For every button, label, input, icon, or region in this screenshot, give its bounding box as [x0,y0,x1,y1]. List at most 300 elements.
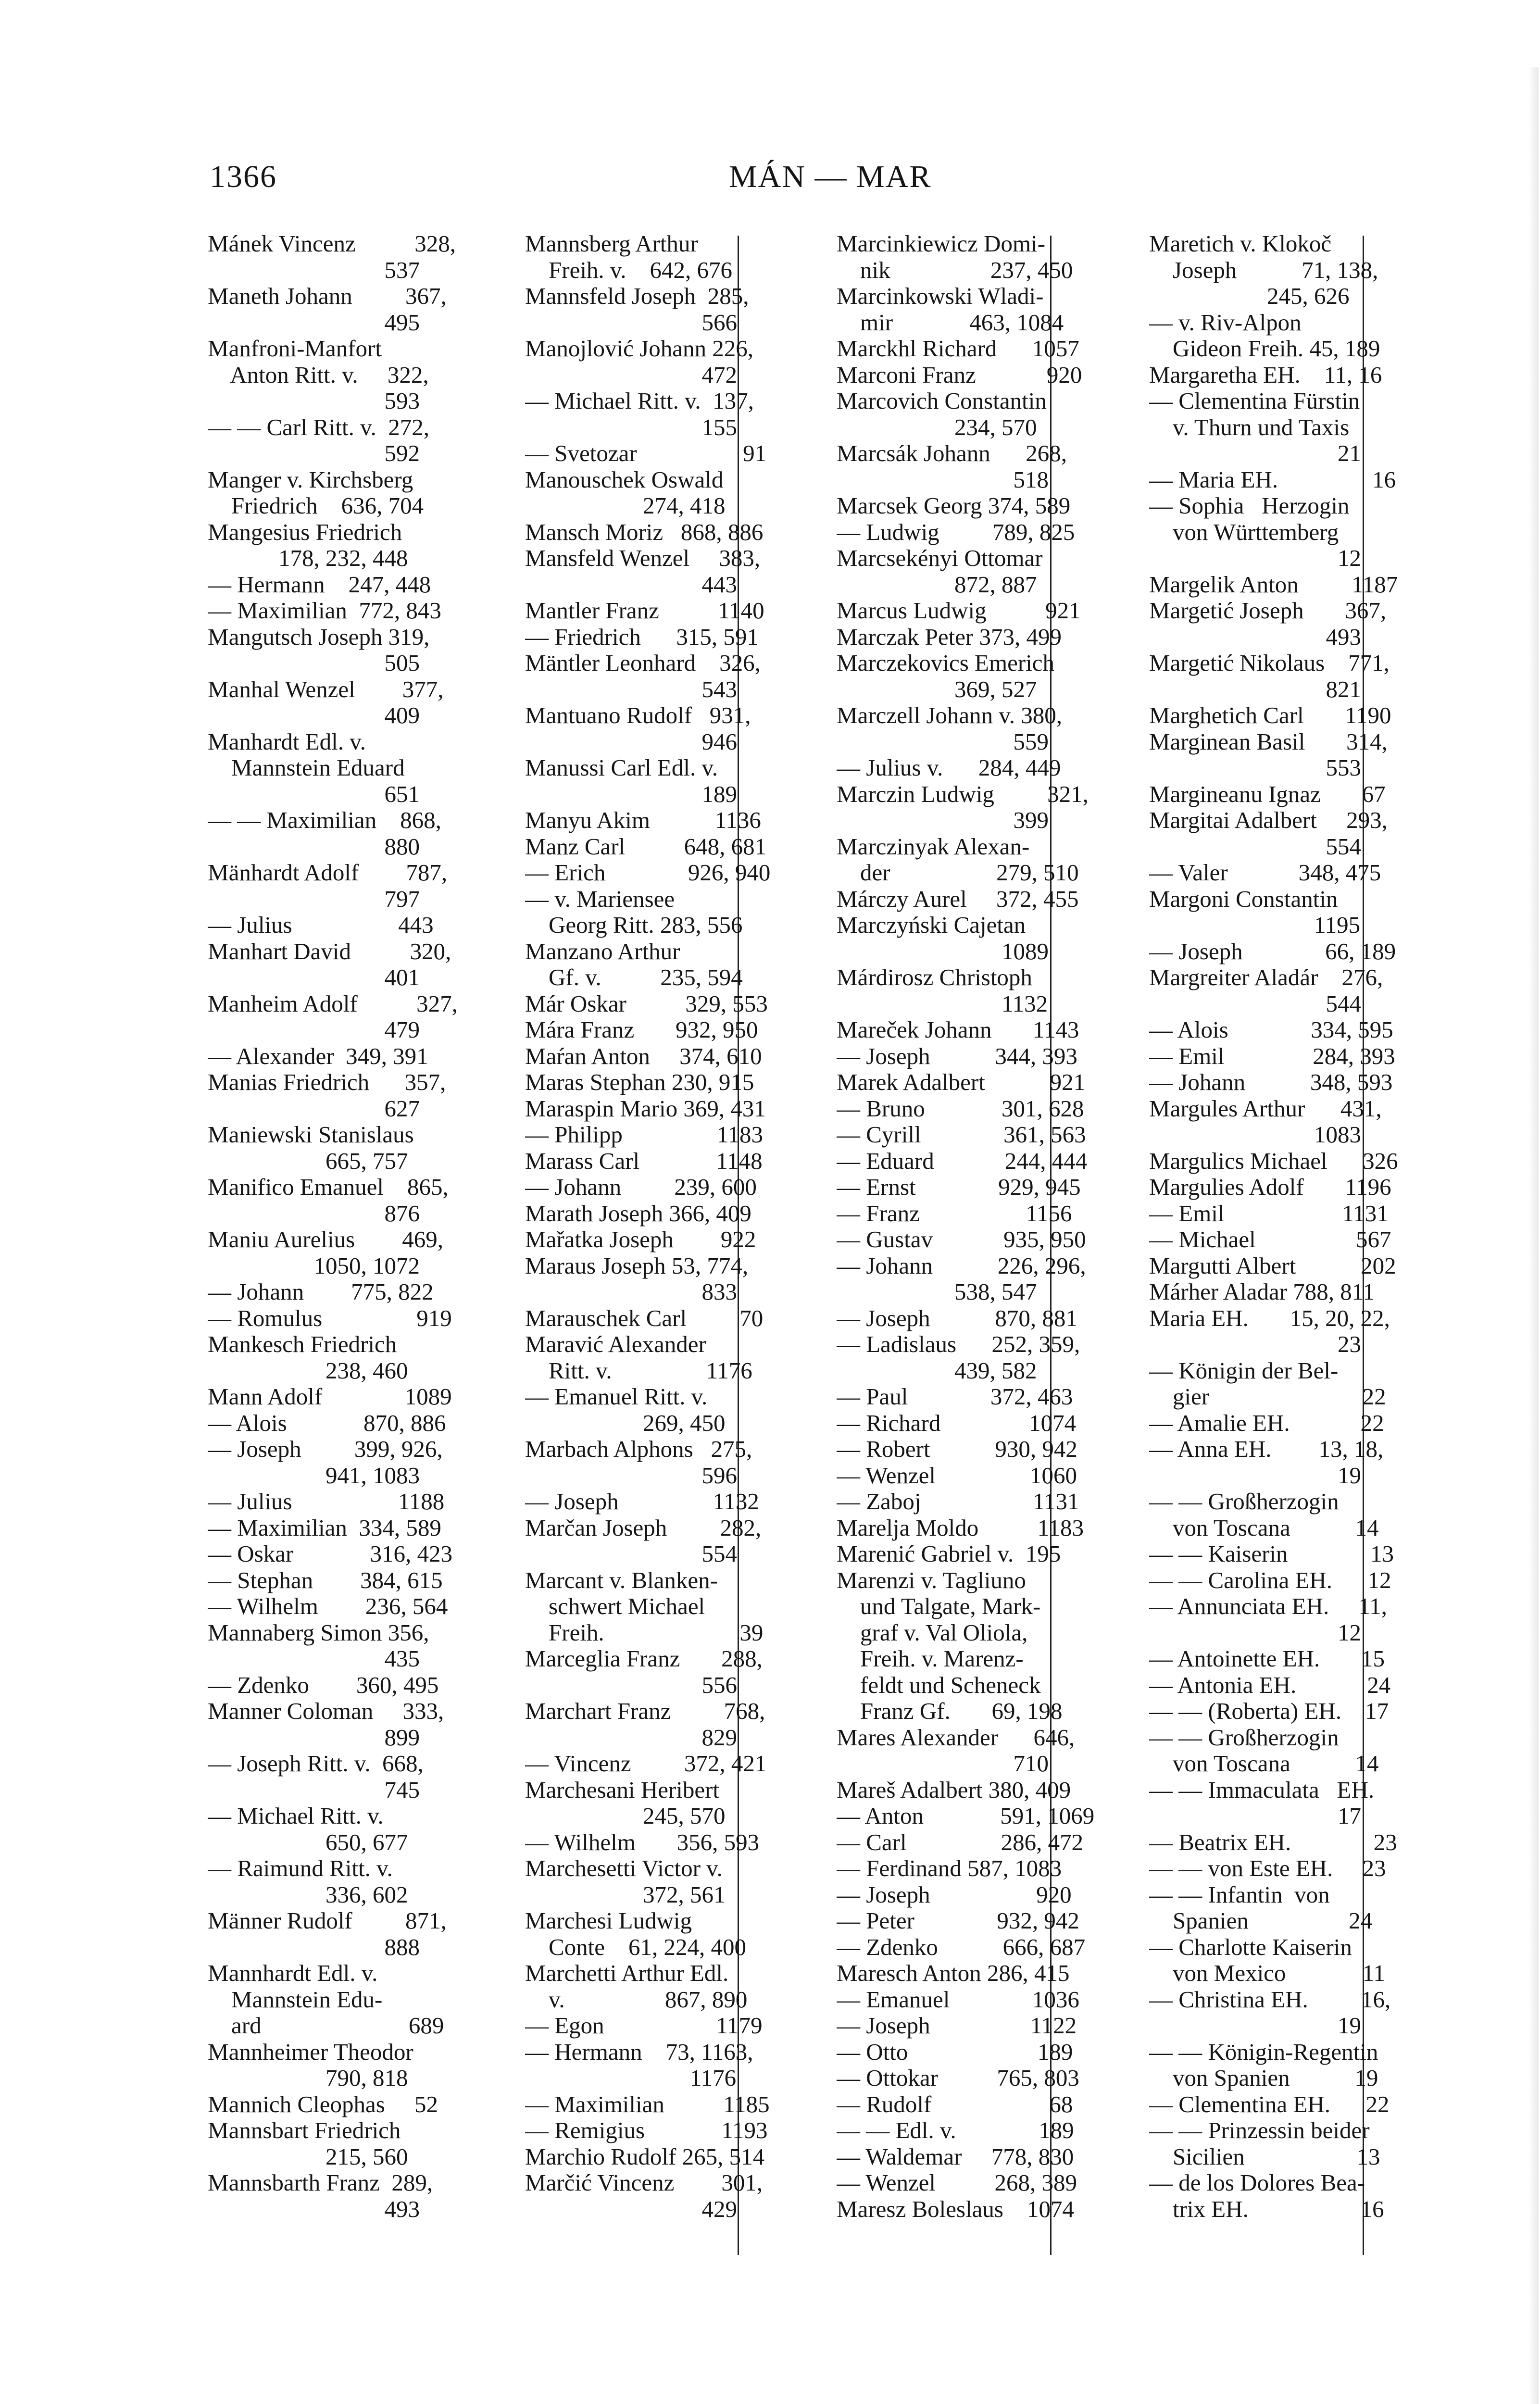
index-entry-line: — Clementina Fürstin [1149,388,1360,414]
index-entry-line: Mann Adolf 1089 [208,1384,452,1410]
index-entry-line: Marchetti Arthur Edl. [525,1960,729,1986]
index-entry-line: — — Maximilian 868, [208,807,441,833]
index-entry-line: — Cyrill 361, 563 [837,1122,1086,1148]
index-entry-line: 1050, 1072 [208,1252,420,1279]
index-entry-line: — Annunciata EH. 11, [1149,1593,1387,1619]
index-entry-line: — Maximilian 334, 589 [208,1515,441,1541]
index-entry-line: Márher Aladar 788, 811 [1149,1279,1375,1305]
index-entry-line: — Zdenko 360, 495 [208,1672,439,1698]
index-entry-line: — Joseph 1132 [525,1489,759,1515]
page-edge-shadow [1529,67,1539,2404]
index-entry-line: Mansfeld Wenzel 383, [525,545,761,571]
index-entry-line: 215, 560 [208,2143,408,2170]
index-entry-line: 797 [208,886,420,912]
index-entry-line: 238, 460 [208,1357,408,1384]
index-entry-line: Marczak Peter 373, 499 [837,624,1062,650]
index-entry-line: 518 [837,466,1049,493]
index-column-4 [1149,231,1443,2265]
index-entry-line: — Anton 591, 1069 [837,1803,1095,1829]
index-entry-line: — Joseph 1122 [837,2013,1077,2039]
index-entry-line: 821 [1149,676,1361,702]
index-entry-line: 876 [208,1200,420,1227]
index-entry-line: — Antoinette EH. 15 [1149,1646,1385,1672]
index-entry-line: Manifico Emanuel 865, [208,1174,449,1200]
index-entry-line: — — Infantin von [1149,1881,1330,1908]
index-entry-line: 872, 887 [837,571,1037,598]
index-entry-line: Manouschek Oswald [525,466,724,493]
index-entry-line: Marcovich Constantin [837,388,1047,414]
index-entry-line: — Waldemar 778, 830 [837,2143,1074,2170]
index-entry-line: — Ferdinand 587, 1083 [837,1855,1062,1881]
index-entry-line: Mantuano Rudolf 931, [525,702,751,728]
index-entry-line: Marenić Gabriel v. 195 [837,1541,1061,1567]
running-head: MÁN — MAR [729,159,932,194]
index-entry-line: 23 [1149,1331,1361,1357]
index-entry-line: Freih. v. 642, 676 [525,257,732,283]
index-entry-line: Margutti Albert 202 [1149,1252,1396,1279]
index-entry-line: Manhart David 320, [208,938,451,964]
index-entry-line: — — Carolina EH. 12 [1149,1567,1391,1593]
index-entry-line: 833 [525,1279,737,1305]
index-entry-line: von Mexico 11 [1149,1960,1385,1986]
index-entry-line: — Johann 239, 600 [525,1174,757,1200]
index-entry-line: — Bruno 301, 628 [837,1095,1084,1122]
index-entry-line: — Clementina EH. 22 [1149,2091,1390,2117]
index-entry-line: 472 [525,362,737,388]
index-entry-line: Sicilien 13 [1149,2143,1380,2170]
index-entry-line: Mannhardt Edl. v. [208,1960,378,1986]
index-entry-line: — Joseph 66, 189 [1149,938,1396,964]
index-entry-line: — Johann 226, 296, [837,1252,1086,1279]
index-entry-line: — Alexander 349, 391 [208,1043,428,1069]
index-entry-line: Marcsek Georg 374, 589 [837,493,1071,519]
index-entry-line: — Robert 930, 942 [837,1436,1077,1462]
index-entry-line: Margreiter Aladár 276, [1149,964,1383,990]
index-entry-line: — — von Este EH. 23 [1149,1855,1386,1881]
index-entry-line: — Erich 926, 940 [525,860,771,886]
index-entry-line: nik 237, 450 [837,257,1073,283]
index-entry-line: — Christina EH. 16, [1149,1986,1391,2013]
index-entry-line: 899 [208,1724,420,1751]
index-entry-line: — Joseph 870, 881 [837,1305,1077,1331]
index-entry-line: Márczy Aurel 372, 455 [837,886,1079,912]
index-entry-line: — — Kaiserin 13 [1149,1541,1394,1567]
index-entry-line: Manhardt Edl. v. [208,728,366,755]
index-entry-line: Maras Stephan 230, 915 [525,1069,754,1095]
index-entry-line: — Emil 284, 393 [1149,1043,1395,1069]
index-entry-line: schwert Michael [525,1593,705,1619]
index-entry-line: Manyu Akim 1136 [525,807,761,833]
index-column-1 [208,231,502,2265]
index-entry-line: 829 [525,1724,737,1751]
index-entry-line: Maneth Johann 367, [208,283,447,309]
index-entry-line: Maraspin Mario 369, 431 [525,1095,766,1122]
index-entry-line: 888 [208,1934,420,1960]
index-entry-line: Joseph 71, 138, [1149,257,1378,283]
index-entry-line: 556 [525,1672,737,1698]
index-entry-line: 1089 [837,938,1049,964]
index-entry-line: 19 [1149,1462,1361,1489]
index-entry-line: Marelja Moldo 1183 [837,1515,1084,1541]
index-entry-line: — Romulus 919 [208,1305,452,1331]
index-entry-line: Marczyński Cajetan [837,912,1026,938]
index-entry-line: Már Oskar 329, 553 [525,990,768,1017]
index-entry-line: — Valer 348, 475 [1149,860,1381,886]
index-entry-line: — Hermann 247, 448 [208,571,431,598]
index-entry-line: 596 [525,1462,737,1489]
index-entry-line: 1132 [837,990,1048,1017]
index-entry-line: Maresz Boleslaus 1074 [837,2196,1074,2222]
index-entry-line: Marenzi v. Tagliuno [837,1567,1026,1593]
index-entry-line: — Ladislaus 252, 359, [837,1331,1080,1357]
index-entry-line: Manfroni-Manfort [208,336,382,362]
index-entry-line: — Hermann 73, 1163, [525,2039,753,2065]
index-entry-line: Freih. 39 [525,1619,764,1646]
index-entry-line: 592 [208,440,420,466]
index-entry-line: 537 [208,257,420,283]
index-entry-line: Mannstein Eduard [208,755,405,781]
index-entry-line: Marass Carl 1148 [525,1148,763,1174]
index-entry-line: 554 [525,1541,737,1567]
index-entry-line: — Joseph Ritt. v. 668, [208,1751,424,1777]
index-entry-line: Marek Adalbert 921 [837,1069,1086,1095]
index-entry-line: 245, 626 [1149,283,1350,309]
index-entry-line: Gf. v. 235, 594 [525,964,743,990]
index-entry-line: Margitai Adalbert 293, [1149,807,1388,833]
index-entry-line: 12 [1149,1619,1361,1646]
index-entry-line: — Antonia EH. 24 [1149,1672,1391,1698]
index-entry-line: Marchesani Heribert [525,1777,720,1803]
index-entry-line: Manz Carl 648, 681 [525,833,767,860]
index-entry-line: — Vincenz 372, 421 [525,1751,767,1777]
index-entry-line: Mannheimer Theodor [208,2039,413,2065]
index-entry-line: 19 [1149,2013,1361,2039]
index-entry-line: ard 689 [208,2013,444,2039]
index-entry-line: 651 [208,781,420,807]
index-entry-line: Marchesi Ludwig [525,1908,692,1934]
index-entry-line: — Otto 189 [837,2039,1073,2065]
index-entry-line: — Charlotte Kaiserin [1149,1934,1352,1960]
index-entry-line: 178, 232, 448 [208,545,408,571]
index-entry-line: — Wilhelm 236, 564 [208,1593,448,1619]
index-entry-line: graf v. Val Oliola, [837,1619,1028,1646]
index-entry-line: Marczinyak Alexan- [837,833,1030,860]
index-column-3 [837,231,1131,2265]
index-entry-line: 505 [208,650,420,676]
index-entry-line: — Paul 372, 463 [837,1384,1073,1410]
index-entry-line: Marath Joseph 366, 409 [525,1200,751,1227]
index-entry-line: 559 [837,728,1049,755]
page-number: 1366 [210,159,277,194]
index-entry-line: Marghetich Carl 1190 [1149,702,1391,728]
index-entry-line: — Michael Ritt. v. [208,1803,384,1829]
index-entry-line: — Eduard 244, 444 [837,1148,1088,1174]
index-entry-line: Marbach Alphons 275, [525,1436,752,1462]
index-entry-line: — Sophia Herzogin [1149,493,1350,519]
index-entry-line: Margoni Constantin [1149,886,1338,912]
index-entry-line: Manias Friedrich 357, [208,1069,446,1095]
index-entry-line: 880 [208,833,420,860]
index-entry-line: Marcsekényi Ottomar [837,545,1043,571]
index-entry-line: — Zaboj 1131 [837,1489,1079,1515]
index-entry-line: Mäntler Leonhard 326, [525,650,761,676]
index-entry-line: — Anna EH. 13, 18, [1149,1436,1384,1462]
index-entry-line: Marchesetti Victor v. [525,1855,723,1881]
index-entry-line: — Amalie EH. 22 [1149,1410,1384,1436]
index-entry-line: Maria EH. 15, 20, 22, [1149,1305,1390,1331]
index-entry-line: — Alois 334, 595 [1149,1017,1393,1043]
index-entry-line: v. 867, 890 [525,1986,748,2013]
index-entry-line: Anton Ritt. v. 322, [208,362,429,388]
index-entry-line: 543 [525,676,737,702]
index-entry-line: Marceglia Franz 288, [525,1646,763,1672]
index-entry-line: Mangesius Friedrich [208,519,402,545]
index-entry-line: trix EH. 16 [1149,2196,1384,2222]
index-entry-line: — Alois 870, 886 [208,1410,446,1436]
index-entry-line: 495 [208,309,420,336]
index-entry-line: Ritt. v. 1176 [525,1357,752,1384]
index-entry-line: Manzano Arthur [525,938,680,964]
index-entry-line: — Oskar 316, 423 [208,1541,453,1567]
index-entry-line: Manner Coloman 333, [208,1698,444,1724]
index-entry-line: 443 [525,571,737,598]
index-entry-line: Maretich v. Klokoč [1149,231,1332,257]
index-entry-line: Manhal Wenzel 377, [208,676,444,702]
index-entry-line: Margulics Michael 326 [1149,1148,1398,1174]
index-entry-line: — — Prinzessin beider [1149,2117,1370,2143]
index-entry-line: — — Königin-Regentin [1149,2039,1378,2065]
index-entry-line: feldt und Scheneck [837,1672,1041,1698]
index-entry-line: Georg Ritt. 283, 556 [525,912,743,938]
index-entry-line: 1176 [525,2065,737,2091]
index-entry-line: Mařatka Joseph 922 [525,1227,756,1252]
index-entry-line: — — Immaculata EH. [1149,1777,1375,1803]
index-entry-line: 745 [208,1777,420,1803]
index-entry-line: — Königin der Bel- [1149,1357,1339,1384]
index-entry-line: — Richard 1074 [837,1410,1077,1436]
index-entry-line: — Julius 443 [208,912,434,938]
index-entry-line: Marchart Franz 768, [525,1698,765,1724]
index-entry-line: Mangutsch Joseph 319, [208,624,430,650]
index-entry-line: 554 [1149,833,1361,860]
index-entry-line: Mannaberg Simon 356, [208,1619,429,1646]
index-entry-line: Maraus Joseph 53, 774, [525,1252,749,1279]
index-entry-line: — Emanuel 1036 [837,1986,1079,2013]
index-entry-line: Marchio Rudolf 265, 514 [525,2143,765,2170]
index-entry-line: — Johann 775, 822 [208,1279,434,1305]
index-entry-line: Gideon Freih. 45, 189 [1149,336,1380,362]
index-entry-line: und Talgate, Mark- [837,1593,1041,1619]
index-entry-line: 435 [208,1646,420,1672]
index-entry-line: — Egon 1179 [525,2013,763,2039]
index-entry-line: — Maximilian 772, 843 [208,598,441,624]
index-entry-line: Mannstein Edu- [208,1986,383,2013]
index-entry-line: — de los Dolores Bea- [1149,2170,1365,2196]
index-entry-line: — Joseph 399, 926, [208,1436,443,1462]
index-entry-line: 439, 582 [837,1357,1037,1384]
index-entry-line: 369, 527 [837,676,1037,702]
index-entry-line: Mareček Johann 1143 [837,1017,1079,1043]
index-entry-line: Margetić Joseph 367, [1149,598,1387,624]
index-entry-line: Mantler Franz 1140 [525,598,764,624]
index-entry-line: — Remigius 1193 [525,2117,768,2143]
index-entry-line: — v. Riv-Alpon [1149,309,1302,336]
index-entry-line: 429 [525,2196,737,2222]
index-entry-line: Márdirosz Christoph [837,964,1032,990]
index-entry-line: Marczell Johann v. 380, [837,702,1062,728]
index-entry-line: Mannsbarth Franz 289, [208,2170,433,2196]
index-entry-line: 409 [208,702,420,728]
index-entry-line: 627 [208,1095,420,1122]
index-entry-line: v. Thurn und Taxis [1149,414,1350,440]
index-entry-line: — Emanuel Ritt. v. [525,1384,708,1410]
index-entry-line: — — Edl. v. 189 [837,2117,1074,2143]
index-entry-line: Marcsák Johann 268, [837,440,1067,466]
index-entry-line: — Maximilian 1185 [525,2091,770,2117]
index-entry-line: Manojlović Johann 226, [525,336,753,362]
index-entry-line: Margelik Anton 1187 [1149,571,1398,598]
index-entry-line: — v. Mariensee [525,886,675,912]
index-entry-line: — — (Roberta) EH. 17 [1149,1698,1389,1724]
index-entry-line: 1083 [1149,1122,1361,1148]
index-entry-line: — Julius v. 284, 449 [837,755,1061,781]
index-entry-line: — Michael Ritt. v. 137, [525,388,754,414]
index-entry-line: Marcus Ludwig 921 [837,598,1081,624]
index-entry-line: — Wilhelm 356, 593 [525,1829,760,1855]
index-entry-line: Marckhl Richard 1057 [837,336,1079,362]
index-entry-line: 401 [208,964,420,990]
index-entry-line: Männer Rudolf 871, [208,1908,447,1934]
index-entry-line: Mansch Moriz 868, 886 [525,519,764,545]
index-entry-line: 399 [837,807,1049,833]
index-entry-line: Marginean Basil 314, [1149,728,1388,755]
index-entry-line: 479 [208,1017,420,1043]
index-entry-line: Mannsberg Arthur [525,231,698,257]
index-entry-line: Mankesch Friedrich [208,1331,397,1357]
index-entry-line: — Ludwig 789, 825 [837,519,1075,545]
index-entry-line: Mára Franz 932, 950 [525,1017,758,1043]
index-entry-line: — Gustav 935, 950 [837,1227,1086,1252]
index-entry-line: — Wenzel 1060 [837,1462,1077,1489]
index-entry-line: — Friedrich 315, 591 [525,624,759,650]
index-entry-line: gier 22 [1149,1384,1386,1410]
index-entry-line: mir 463, 1084 [837,309,1064,336]
index-entry-line: — Beatrix EH. 23 [1149,1829,1397,1855]
index-entry-line: der 279, 510 [837,860,1079,886]
index-entry-line: Margulies Adolf 1196 [1149,1174,1391,1200]
index-entry-line: von Toscana 14 [1149,1751,1379,1777]
index-entry-line: Margineanu Ignaz 67 [1149,781,1386,807]
index-entry-line: Maniu Aurelius 469, [208,1227,443,1252]
index-columns [208,231,1398,2265]
index-entry-line: Margules Arthur 431, [1149,1095,1382,1122]
index-entry-line: — Philipp 1183 [525,1122,764,1148]
index-entry-line: 593 [208,388,420,414]
index-entry-line: — Wenzel 268, 389 [837,2170,1077,2196]
page-header [210,159,1171,202]
index-entry-line: Marcinkowski Wladi- [837,283,1044,309]
index-entry-line: — Raimund Ritt. v. [208,1855,393,1881]
index-entry-line: Mannich Cleophas 52 [208,2091,438,2117]
index-entry-line: — Emil 1131 [1149,1200,1389,1227]
index-entry-line: Spanien 24 [1149,1908,1373,1934]
index-entry-line: — Johann 348, 593 [1149,1069,1393,1095]
index-entry-line: Franz Gf. 69, 198 [837,1698,1063,1724]
index-entry-line: Freih. v. Marenz- [837,1646,1024,1672]
index-entry-line: 269, 450 [525,1410,726,1436]
index-entry-line: von Toscana 14 [1149,1515,1379,1541]
index-entry-line: 544 [1149,990,1361,1017]
index-entry-line: 941, 1083 [208,1462,420,1489]
index-entry-line: 946 [525,728,737,755]
index-entry-line: Marcinkiewicz Domi- [837,231,1046,257]
index-entry-line: — Ottokar 765, 803 [837,2065,1079,2091]
index-entry-line: — — Großherzogin [1149,1489,1339,1515]
index-entry-line: — Michael 567 [1149,1227,1391,1252]
index-entry-line: — Svetozar 91 [525,440,767,466]
index-entry-line: Manheim Adolf 327, [208,990,458,1017]
index-entry-line: 493 [208,2196,420,2222]
index-entry-line: Maresch Anton 286, 415 [837,1960,1070,1986]
index-entry-line: Friedrich 636, 704 [208,493,424,519]
index-entry-line: — Joseph 920 [837,1881,1072,1908]
index-entry-line: 234, 570 [837,414,1037,440]
index-entry-line: 189 [525,781,737,807]
index-entry-line: Marczekovics Emerich [837,650,1055,676]
index-entry-line: 493 [1149,624,1361,650]
index-entry-line: — Julius 1188 [208,1489,445,1515]
index-entry-line: Manger v. Kirchsberg [208,466,413,493]
index-entry-line: — Peter 932, 942 [837,1908,1079,1934]
index-entry-line: 1195 [1149,912,1361,938]
index-entry-line: 665, 757 [208,1148,408,1174]
index-entry-line: 17 [1149,1803,1361,1829]
index-entry-line: Mannsfeld Joseph 285, [525,283,749,309]
index-entry-line: — Zdenko 666, 687 [837,1934,1086,1960]
index-entry-line: von Spanien 19 [1149,2065,1378,2091]
index-entry-line: 553 [1149,755,1361,781]
index-entry-line: 650, 677 [208,1829,408,1855]
index-entry-line: Marčan Joseph 282, [525,1515,762,1541]
index-entry-line: 336, 602 [208,1881,408,1908]
index-entry-line: — — Großherzogin [1149,1724,1339,1751]
index-column-2 [525,231,819,2265]
index-entry-line: 538, 547 [837,1279,1037,1305]
index-entry-line: — Franz 1156 [837,1200,1072,1227]
index-entry-line: Marconi Franz 920 [837,362,1082,388]
index-entry-line: Mannsbart Friedrich [208,2117,401,2143]
index-entry-line: — Ernst 929, 945 [837,1174,1081,1200]
index-entry-line: 372, 561 [525,1881,726,1908]
index-entry-line: 710 [837,1751,1049,1777]
index-entry-line: Maŕan Anton 374, 610 [525,1043,762,1069]
index-entry-line: — — Carl Ritt. v. 272, [208,414,429,440]
index-entry-line: Mánek Vincenz 328, [208,231,456,257]
index-entry-line: 274, 418 [525,493,726,519]
index-entry-line: 155 [525,414,737,440]
index-entry-line: Manussi Carl Edl. v. [525,755,718,781]
index-entry-line: 21 [1149,440,1361,466]
index-entry-line: Maniewski Stanislaus [208,1122,414,1148]
index-entry-line: Marcant v. Blanken- [525,1567,718,1593]
index-entry-line: Marčić Vincenz 301, [525,2170,763,2196]
index-entry-line: — Joseph 344, 393 [837,1043,1077,1069]
index-entry-line: Mares Alexander 646, [837,1724,1075,1751]
index-entry-line: 245, 570 [525,1803,726,1829]
index-entry-line: — Carl 286, 472 [837,1829,1084,1855]
index-entry-line: 12 [1149,545,1361,571]
index-entry-line: — Stephan 384, 615 [208,1567,443,1593]
